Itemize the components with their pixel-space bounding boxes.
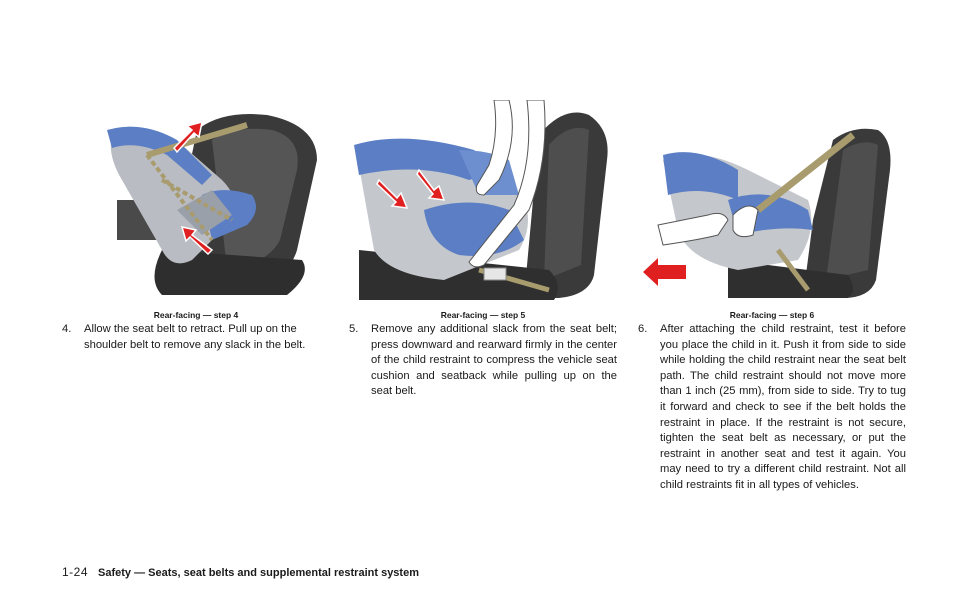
step-4-instruction [62, 322, 330, 353]
step-6-caption: Rear-facing — step 6 [729, 310, 815, 320]
step-5-text: Remove any additional slack from the seat belt; press downward and rearward firmly in the center of the child restraint to compress the vehicle seat cushion and seatback while pulling up on the seat belt. [371, 323, 617, 398]
step-5-illustration [349, 100, 617, 306]
step-5-instruction [349, 322, 617, 400]
step-5-number: 5. [349, 323, 359, 335]
step-4-text: Allow the seat belt to retract. Pull up on the shoulder belt to remove any slack in the belt. [84, 323, 306, 351]
rear-facing-step-4-image [62, 100, 330, 306]
rear-facing-step-6-image [638, 100, 906, 306]
step-6-text: After attaching the child restraint, test it before you place the child in it. Push it from side to side while holding the child restraint near the seat belt path. The child restraint should not move more than 1 inch (25 mm), from side to side. Try to tug it forward and check to see if the belt holds the restraint in place. If the restraint is not secure, tighten the seat belt as necessary, or put the restraint in another seat and test it again. You may need to try a different child restraint. Not all child restraints fit in all types of vehicles. [660, 323, 906, 491]
step-5-column [349, 100, 617, 400]
step-4-column [62, 100, 330, 353]
step-6-instruction [638, 322, 906, 494]
page-footer [62, 565, 419, 579]
section-title: Safety — Seats, seat belts and supplemental restraint system [98, 567, 419, 579]
rear-facing-step-5-image [349, 100, 617, 306]
step-5-caption: Rear-facing — step 5 [440, 310, 526, 320]
step-4-caption: Rear-facing — step 4 [153, 310, 239, 320]
step-6-column [638, 100, 906, 494]
step-6-illustration [638, 100, 906, 306]
step-6-number: 6. [638, 323, 648, 335]
step-4-illustration [62, 100, 330, 306]
step-4-number: 4. [62, 323, 72, 335]
page-number: 1-24 [62, 565, 89, 579]
